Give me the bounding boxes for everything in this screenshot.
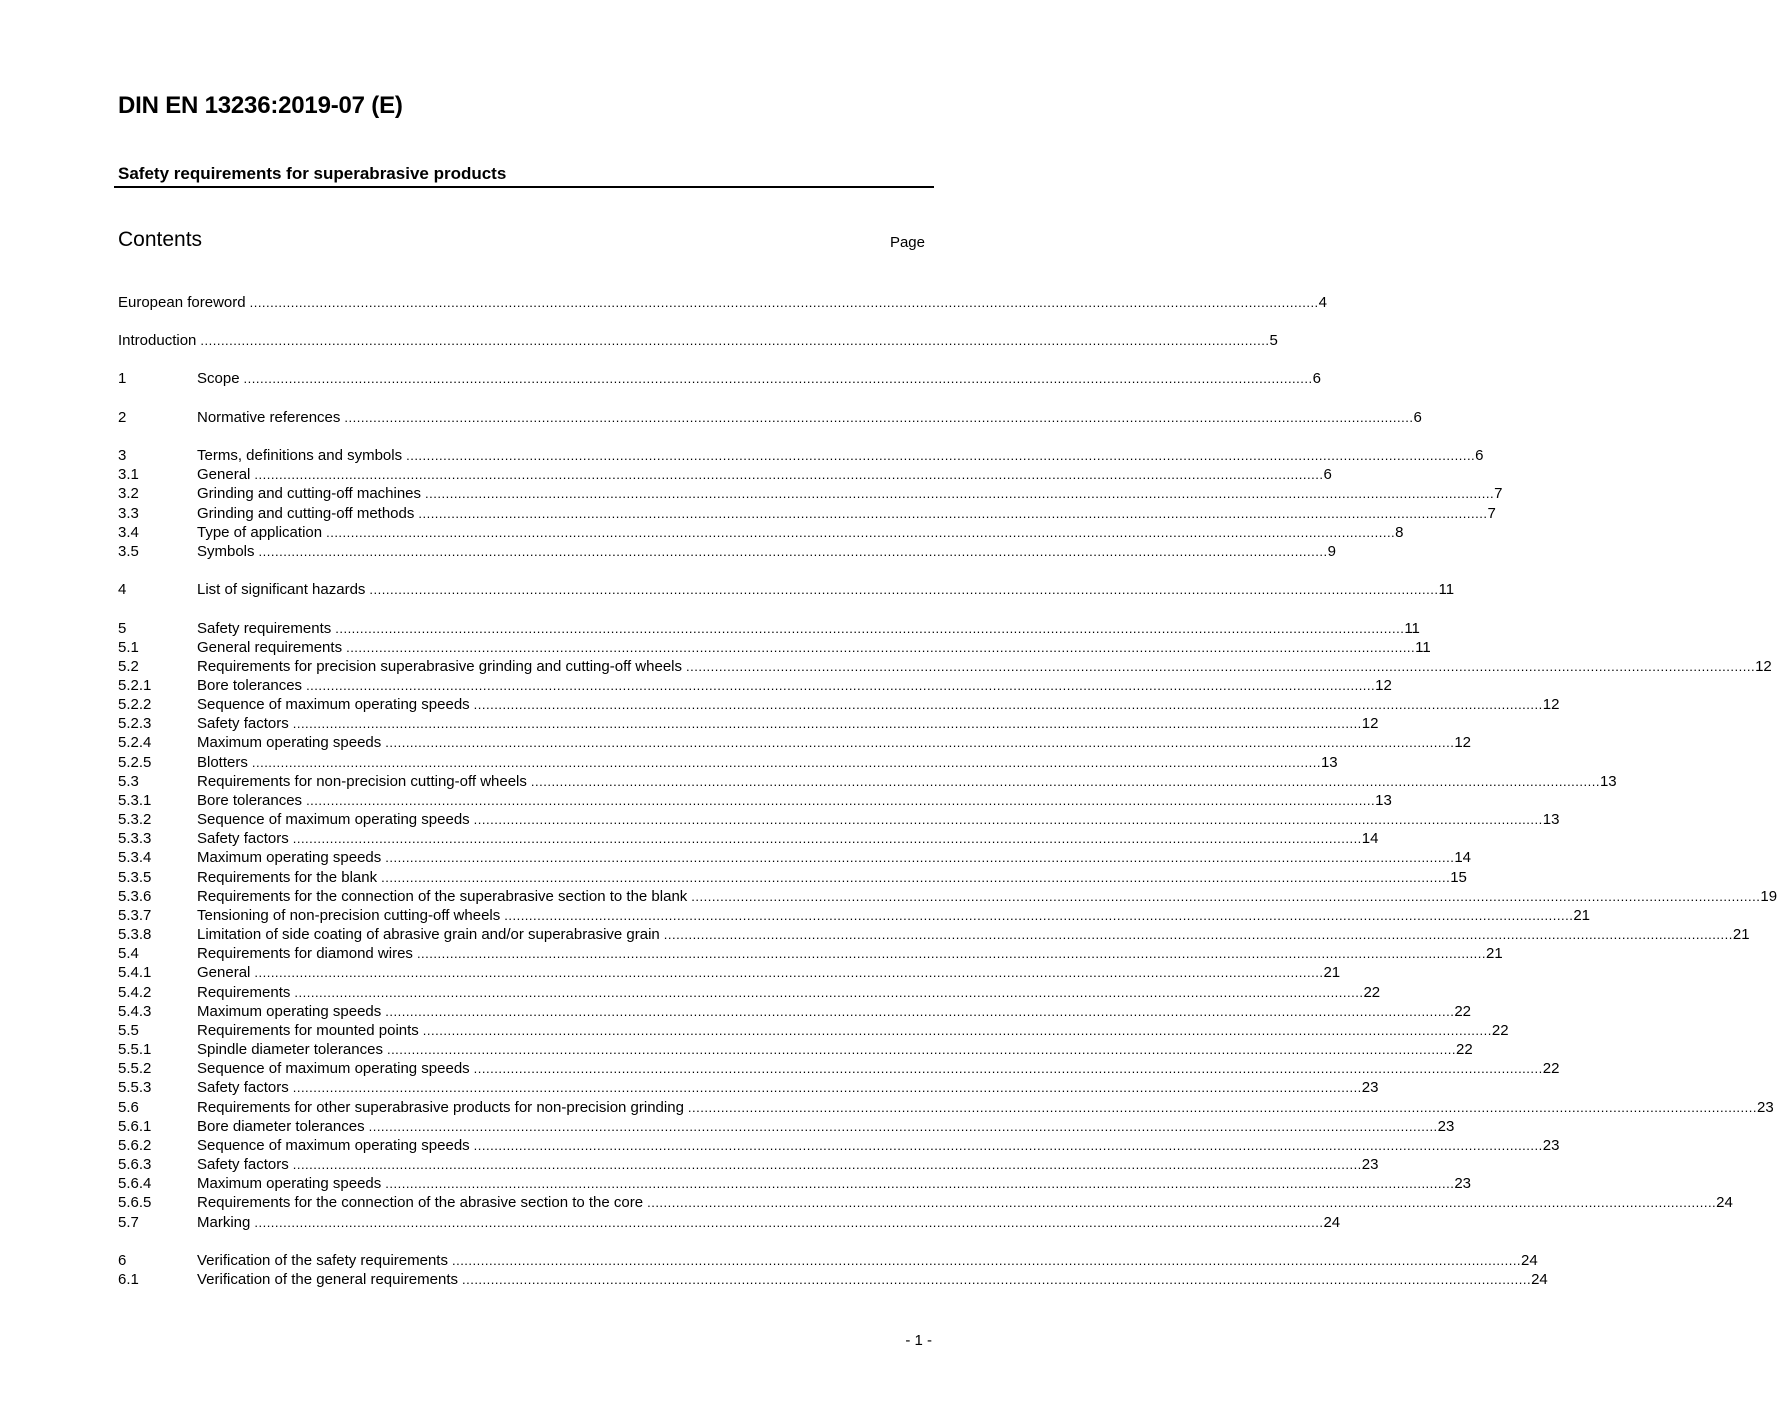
toc-entry[interactable] [118, 1117, 1455, 1136]
toc-entry[interactable] [118, 753, 1338, 772]
toc-section-number: 5.3.2 [118, 811, 152, 828]
toc-dot-leader: .................................................................................................................................................................................................................................................................... [381, 870, 1451, 885]
toc-entry[interactable] [118, 580, 1455, 599]
toc-page-number: 6 [1475, 447, 1484, 464]
toc-section-number: 5.3.8 [118, 926, 152, 943]
toc-section-title: Marking [197, 1214, 251, 1231]
toc-section-number: 5.6.2 [118, 1137, 152, 1154]
toc-entry[interactable] [118, 1098, 1774, 1117]
toc-section-title: Grinding and cutting-off methods [197, 505, 415, 522]
toc-section-title: Safety requirements [197, 620, 332, 637]
toc-section-title: Requirements for the connection of the abrasive section to the core [197, 1194, 644, 1211]
toc-page-number: 22 [1491, 1022, 1509, 1039]
toc-dot-leader: .................................................................................................................................................................................................................................................................... [254, 965, 1324, 980]
toc-entry[interactable] [118, 983, 1381, 1002]
toc-page-number: 23 [1542, 1137, 1560, 1154]
toc-entry[interactable] [118, 1251, 1538, 1270]
toc-section-number: 5.4.2 [118, 984, 152, 1001]
title-rule [114, 186, 934, 188]
toc-entry[interactable] [118, 1174, 1472, 1193]
toc-section-number: 5.5.3 [118, 1079, 152, 1096]
toc-entry[interactable] [118, 714, 1379, 733]
toc-dot-leader: .................................................................................................................................................................................................................................................................... [473, 812, 1543, 827]
toc-entry[interactable] [118, 484, 1503, 503]
toc-section-number: 5.1 [118, 639, 139, 656]
toc-page-number: 11 [1438, 581, 1455, 598]
toc-page-number: 24 [1323, 1214, 1341, 1231]
toc-section-number: 1 [118, 370, 127, 387]
toc-entry[interactable] [118, 1078, 1379, 1097]
toc-section-title: Maximum operating speeds [197, 849, 382, 866]
toc-entry[interactable] [118, 887, 1777, 906]
toc-dot-leader: .................................................................................................................................................................................................................................................................... [386, 1042, 1457, 1057]
toc-dot-leader: .................................................................................................................................................................................................................................................................... [294, 985, 1364, 1000]
toc-section-title: European foreword [118, 294, 246, 311]
toc-section-number: 5.6.4 [118, 1175, 152, 1192]
toc-entry[interactable] [118, 1213, 1341, 1232]
toc-dot-leader: .................................................................................................................................................................................................................................................................... [243, 371, 1313, 386]
page-column-label: Page [889, 234, 925, 251]
toc-entry[interactable] [118, 619, 1420, 638]
toc-page-number: 24 [1521, 1252, 1538, 1269]
toc-entry[interactable] [118, 331, 1278, 350]
toc-section-title: Introduction [118, 332, 197, 349]
toc-dot-leader: .................................................................................................................................................................................................................................................................... [461, 1272, 1532, 1287]
toc-page-number: 9 [1327, 543, 1336, 560]
toc-page-number: 8 [1395, 524, 1404, 541]
toc-entry[interactable] [118, 1021, 1509, 1040]
toc-section-title: Safety factors [197, 1079, 289, 1096]
toc-entry[interactable] [118, 408, 1422, 427]
toc-page-number: 23 [1361, 1079, 1379, 1096]
toc-section-number: 5.3.7 [118, 907, 152, 924]
toc-section-number: 5.4.1 [118, 964, 152, 981]
toc-page-number: 12 [1361, 715, 1379, 732]
toc-dot-leader: .................................................................................................................................................................................................................................................................... [406, 448, 1476, 463]
toc-dot-leader: .................................................................................................................................................................................................................................................................... [504, 908, 1574, 923]
toc-dot-leader: .................................................................................................................................................................................................................................................................... [292, 831, 1362, 846]
toc-page-number: 22 [1542, 1060, 1560, 1077]
toc-section-number: 5.2.1 [118, 677, 152, 694]
toc-section-title: Requirements for non-precision cutting-off wheels [197, 773, 527, 790]
toc-section-number: 3.5 [118, 543, 139, 560]
toc-section-title: Spindle diameter tolerances [197, 1041, 383, 1058]
toc-section-number: 2 [118, 409, 127, 426]
toc-dot-leader: .................................................................................................................................................................................................................................................................... [530, 774, 1600, 789]
toc-dot-leader: .................................................................................................................................................................................................................................................................... [473, 1138, 1543, 1153]
toc-dot-leader: .................................................................................................................................................................................................................................................................... [451, 1253, 1522, 1268]
document-subtitle: Safety requirements for superabrasive products [118, 164, 507, 183]
toc-entry[interactable] [118, 523, 1404, 542]
toc-entry[interactable] [118, 906, 1591, 925]
toc-dot-leader: .................................................................................................................................................................................................................................................................... [306, 793, 1376, 808]
toc-section-number: 5.5.2 [118, 1060, 152, 1077]
toc-dot-leader: .................................................................................................................................................................................................................................................................... [418, 506, 1488, 521]
toc-section-number: 3.4 [118, 524, 139, 541]
toc-page-number: 7 [1487, 505, 1496, 522]
toc-dot-leader: .................................................................................................................................................................................................................................................................... [686, 659, 1756, 674]
toc-entry[interactable] [118, 1002, 1472, 1021]
toc-entry[interactable] [118, 733, 1472, 752]
toc-dot-leader: .................................................................................................................................................................................................................................................................... [691, 889, 1761, 904]
toc-entry[interactable] [118, 676, 1392, 695]
toc-entry[interactable] [118, 1040, 1473, 1059]
toc-page-number: 11 [1415, 639, 1431, 656]
toc-section-number: 5.7 [118, 1214, 139, 1231]
toc-page-number: 21 [1323, 964, 1341, 981]
toc-section-title: Bore tolerances [197, 792, 303, 809]
toc-section-number: 5.2 [118, 658, 139, 675]
toc-page-number: 24 [1716, 1194, 1733, 1211]
toc-section-number: 5.3 [118, 773, 139, 790]
toc-entry[interactable] [118, 1193, 1733, 1212]
toc-page-number: 19 [1760, 888, 1777, 905]
toc-dot-leader: .................................................................................................................................................................................................................................................................... [335, 621, 1405, 636]
toc-section-number: 5.2.2 [118, 696, 152, 713]
toc-page-number: 6 [1312, 370, 1321, 387]
toc-dot-leader: .................................................................................................................................................................................................................................................................... [346, 640, 1416, 655]
toc-section-title: Type of application [197, 524, 323, 541]
toc-page-number: 15 [1450, 869, 1467, 886]
toc-entry[interactable] [118, 542, 1336, 561]
toc-section-title: Safety factors [197, 1156, 289, 1173]
toc-dot-leader: .................................................................................................................................................................................................................................................................... [663, 927, 1733, 942]
toc-entry[interactable] [118, 791, 1392, 810]
toc-section-title: Sequence of maximum operating speeds [197, 696, 470, 713]
toc-page-number: 22 [1456, 1041, 1473, 1058]
toc-page-number: 4 [1318, 294, 1328, 311]
toc-dot-leader: .................................................................................................................................................................................................................................................................... [254, 1215, 1324, 1230]
toc-page-number: 23 [1757, 1099, 1774, 1116]
toc-page-number: 21 [1486, 945, 1503, 962]
toc-section-title: Requirements [197, 984, 291, 1001]
toc-section-title: Maximum operating speeds [197, 1003, 382, 1020]
toc-section-title: Scope [197, 370, 240, 387]
toc-section-number: 5.3.1 [118, 792, 152, 809]
toc-section-number: 5.3.4 [118, 849, 152, 866]
toc-section-title: Maximum operating speeds [197, 1175, 382, 1192]
toc-dot-leader: .................................................................................................................................................................................................................................................................... [254, 467, 1324, 482]
toc-entry[interactable] [118, 465, 1332, 484]
toc-dot-leader: .................................................................................................................................................................................................................................................................... [306, 678, 1376, 693]
toc-page-number: 12 [1755, 658, 1772, 675]
toc-page-number: 13 [1599, 773, 1617, 790]
toc-section-title: Symbols [197, 543, 255, 560]
toc-entry[interactable] [118, 810, 1560, 829]
toc-section-title: Requirements for other superabrasive products for non-precision grinding [197, 1099, 684, 1116]
toc-page-number: 24 [1531, 1271, 1548, 1288]
toc-dot-leader: .................................................................................................................................................................................................................................................................... [292, 716, 1362, 731]
toc-entry[interactable] [118, 925, 1750, 944]
toc-section-title: Grinding and cutting-off machines [197, 485, 422, 502]
toc-section-number: 5.3.6 [118, 888, 152, 905]
toc-entry[interactable] [118, 868, 1467, 887]
toc-section-title: General [197, 466, 251, 483]
toc-dot-leader: .................................................................................................................................................................................................................................................................... [251, 755, 1321, 770]
toc-section-title: Terms, definitions and symbols [197, 447, 403, 464]
toc-section-title: General [197, 964, 251, 981]
toc-page-number: 23 [1437, 1118, 1455, 1135]
toc-section-title: Requirements for diamond wires [197, 945, 413, 962]
toc-page-number: 6 [1413, 409, 1422, 426]
toc-dot-leader: .................................................................................................................................................................................................................................................................... [200, 333, 1270, 348]
footer-page-number: - 1 - [905, 1332, 932, 1349]
toc-section-number: 5.3.3 [118, 830, 152, 847]
toc-entry[interactable] [118, 369, 1321, 388]
toc-page-number: 13 [1375, 792, 1392, 809]
toc-section-title: Verification of the general requirements [197, 1271, 458, 1288]
toc-section-title: Requirements for mounted points [197, 1022, 419, 1039]
toc-entry[interactable] [118, 963, 1341, 982]
toc-page-number: 5 [1269, 332, 1278, 349]
toc-dot-leader: .................................................................................................................................................................................................................................................................... [292, 1080, 1362, 1095]
toc-section-title: Normative references [197, 409, 341, 426]
toc-dot-leader: .................................................................................................................................................................................................................................................................... [416, 946, 1487, 961]
toc-entry[interactable] [118, 695, 1560, 714]
toc-section-title: Requirements for precision superabrasive grinding and cutting-off wheels [197, 658, 682, 675]
toc-section-number: 3.3 [118, 505, 139, 522]
toc-dot-leader: .................................................................................................................................................................................................................................................................... [422, 1023, 1492, 1038]
toc-page-number: 11 [1404, 620, 1420, 637]
toc-entry[interactable] [118, 1059, 1560, 1078]
toc-entry[interactable] [118, 638, 1431, 657]
toc-page-number: 21 [1573, 907, 1591, 924]
toc-entry[interactable] [118, 944, 1503, 963]
toc-entry[interactable] [118, 504, 1496, 523]
toc-section-number: 3.1 [118, 466, 139, 483]
toc-section-number: 5.5 [118, 1022, 139, 1039]
toc-entry[interactable] [118, 657, 1772, 676]
toc-section-title: Bore diameter tolerances [197, 1118, 365, 1135]
toc-page-number: 6 [1323, 466, 1332, 483]
toc-dot-leader: .................................................................................................................................................................................................................................................................... [473, 697, 1543, 712]
toc-page-number: 23 [1454, 1175, 1472, 1192]
toc-dot-leader: .................................................................................................................................................................................................................................................................... [326, 525, 1396, 540]
toc-section-title: Sequence of maximum operating speeds [197, 811, 470, 828]
toc-entry[interactable] [118, 1136, 1560, 1155]
toc-page-number: 14 [1361, 830, 1379, 847]
toc-page-number: 12 [1542, 696, 1560, 713]
toc-page-number: 13 [1320, 754, 1338, 771]
toc-section-title: General requirements [197, 639, 343, 656]
toc-entry[interactable] [118, 1270, 1548, 1289]
toc-dot-leader: .................................................................................................................................................................................................................................................................... [687, 1100, 1757, 1115]
toc-section-number: 5.3.5 [118, 869, 152, 886]
toc-section-number: 3.2 [118, 485, 139, 502]
toc-dot-leader: .................................................................................................................................................................................................................................................................... [425, 486, 1495, 501]
toc-dot-leader: .................................................................................................................................................................................................................................................................... [258, 544, 1328, 559]
toc-section-title: Sequence of maximum operating speeds [197, 1137, 470, 1154]
toc-section-title: Limitation of side coating of abrasive grain and/or superabrasive grain [197, 926, 660, 943]
toc-section-number: 5.6.5 [118, 1194, 152, 1211]
toc-dot-leader: .................................................................................................................................................................................................................................................................... [344, 410, 1414, 425]
toc-entry[interactable] [118, 829, 1379, 848]
toc-section-title: Bore tolerances [197, 677, 303, 694]
toc-section-title: Maximum operating speeds [197, 734, 382, 751]
toc-section-title: List of significant hazards [197, 581, 366, 598]
toc-section-number: 3 [118, 447, 127, 464]
toc-section-title: Safety factors [197, 715, 289, 732]
toc-entry[interactable] [118, 1155, 1379, 1174]
toc-section-number: 5.6.3 [118, 1156, 152, 1173]
toc-section-title: Requirements for the connection of the superabrasive section to the blank [197, 888, 688, 905]
toc-dot-leader: .................................................................................................................................................................................................................................................................... [473, 1061, 1543, 1076]
toc-section-number: 6.1 [118, 1271, 139, 1288]
toc-section-number: 5.5.1 [118, 1041, 152, 1058]
toc-section-number: 5.6.1 [118, 1118, 152, 1135]
toc-entry[interactable] [118, 293, 1328, 312]
toc-page-number: 14 [1454, 849, 1472, 866]
toc-page-number: 22 [1454, 1003, 1472, 1020]
toc-page-number: 22 [1363, 984, 1381, 1001]
toc-dot-leader: .................................................................................................................................................................................................................................................................... [368, 1119, 1438, 1134]
toc-dot-leader: .................................................................................................................................................................................................................................................................... [385, 735, 1455, 750]
toc-entry[interactable] [118, 772, 1617, 791]
contents-heading: Contents [118, 228, 203, 251]
toc-page-number: 13 [1542, 811, 1560, 828]
toc-page-number: 21 [1732, 926, 1750, 943]
toc-section-number: 5.4 [118, 945, 139, 962]
toc-section-number: 4 [118, 581, 127, 598]
toc-dot-leader: .................................................................................................................................................................................................................................................................... [385, 1004, 1455, 1019]
toc-section-title: Requirements for the blank [197, 869, 378, 886]
toc-entry[interactable] [118, 848, 1472, 867]
toc-section-title: Sequence of maximum operating speeds [197, 1060, 470, 1077]
toc-section-title: Verification of the safety requirements [197, 1252, 448, 1269]
toc-dot-leader: .................................................................................................................................................................................................................................................................... [385, 850, 1455, 865]
toc-page-number: 23 [1361, 1156, 1379, 1173]
toc-page-number: 12 [1375, 677, 1392, 694]
toc-section-number: 5.2.5 [118, 754, 152, 771]
toc-dot-leader: .................................................................................................................................................................................................................................................................... [647, 1195, 1717, 1210]
toc-section-title: Safety factors [197, 830, 289, 847]
toc-dot-leader: .................................................................................................................................................................................................................................................................... [369, 582, 1439, 597]
toc-dot-leader: .................................................................................................................................................................................................................................................................... [249, 295, 1319, 310]
toc-section-title: Blotters [197, 754, 248, 771]
toc-dot-leader: .................................................................................................................................................................................................................................................................... [385, 1176, 1455, 1191]
toc-page-number: 7 [1494, 485, 1503, 502]
toc-section-number: 6 [118, 1252, 127, 1269]
toc-section-number: 5.2.3 [118, 715, 152, 732]
toc-dot-leader: .................................................................................................................................................................................................................................................................... [292, 1157, 1362, 1172]
toc-section-title: Tensioning of non-precision cutting-off wheels [197, 907, 501, 924]
toc-entry[interactable] [118, 446, 1484, 465]
toc-section-number: 5.2.4 [118, 734, 152, 751]
toc-section-number: 5 [118, 620, 127, 637]
document-id: DIN EN 13236:2019-07 (E) [118, 92, 403, 119]
toc-section-number: 5.6 [118, 1099, 139, 1116]
toc-section-number: 5.4.3 [118, 1003, 152, 1020]
toc-page-number: 12 [1454, 734, 1472, 751]
